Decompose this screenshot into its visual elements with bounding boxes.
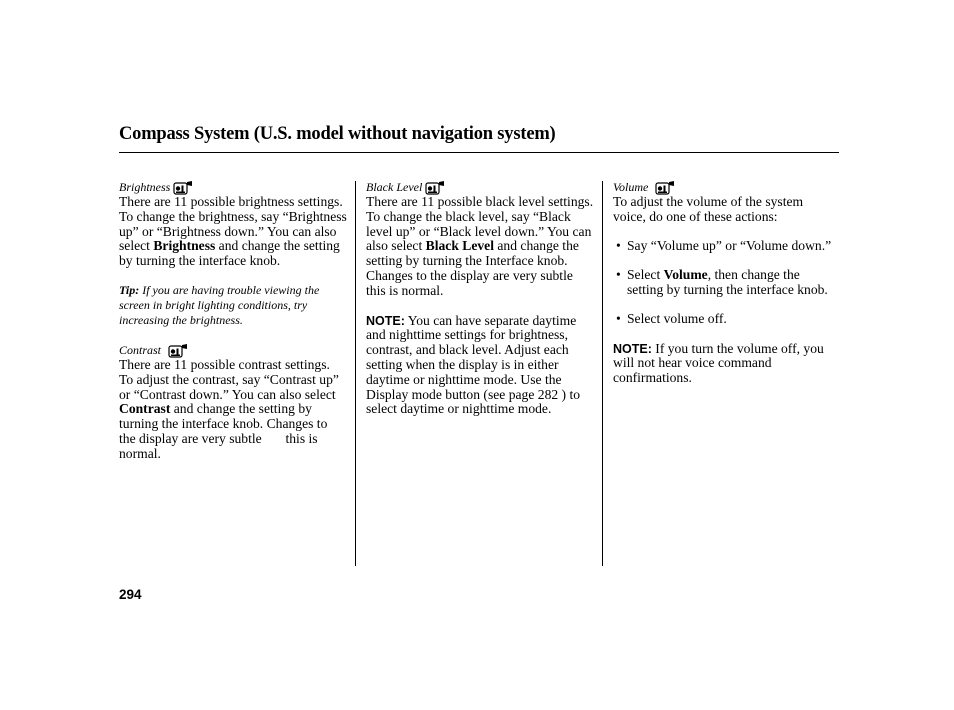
- list-item: • Select volume off.: [613, 312, 853, 327]
- voice-command-icon: [168, 343, 188, 358]
- voice-command-icon: [173, 180, 193, 195]
- note-paragraph: NOTE: You can have separate daytime and nighttime settings for brightness, contrast, and black level. Adjust each setting when the display is in either daytime or nighttime mode. Use the Display mode button (see page 282 ) to select daytime or nighttime mode.: [366, 312, 581, 417]
- voice-command-icon: [425, 180, 445, 195]
- column-divider: [355, 181, 356, 566]
- black-level-heading: [366, 180, 596, 195]
- title-rule: [119, 152, 839, 153]
- volume-actions-list: [613, 239, 853, 327]
- page-number: 294: [119, 587, 142, 602]
- volume-heading-label: Volume: [613, 180, 649, 195]
- column-left: [119, 180, 347, 462]
- brightness-paragraph: There are 11 possible brightness settings. To change the brightness, say “Brightness up” or “Brightness down.” You can also select Brightness and change the setting by turning the interface knob.: [119, 194, 347, 269]
- volume-heading: [613, 180, 853, 195]
- volume-note-paragraph: NOTE: If you turn the volume off, you will not hear voice command confirmations.: [613, 340, 824, 386]
- contrast-heading: [119, 343, 347, 358]
- brightness-heading: [119, 180, 347, 195]
- black-level-heading-label: Black Level: [366, 180, 423, 195]
- volume-intro: To adjust the volume of the system voice, do one of these actions:: [613, 194, 804, 224]
- voice-command-icon: [655, 180, 675, 195]
- column-right: [613, 180, 853, 386]
- list-item: • Say “Volume up” or “Volume down.”: [613, 239, 853, 254]
- column-divider: [602, 181, 603, 566]
- contrast-heading-label: Contrast: [119, 343, 162, 358]
- page-title: Compass System (U.S. model without navigation system): [119, 124, 556, 144]
- brightness-heading-label: Brightness: [119, 180, 171, 195]
- contrast-paragraph: There are 11 possible contrast settings. To adjust the contrast, say “Contrast up” or “Contrast down.” You can also select Contrast and change the setting by turning the interface knob. Changes to the display are very subtle this is normal.: [119, 356, 339, 461]
- list-item: • Select Volume, then change the setting by turning the interface knob.: [613, 268, 832, 298]
- tip-paragraph: Tip: If you are having trouble viewing the screen in bright lighting conditions, try increasing the brightness.: [119, 282, 320, 327]
- column-middle: [366, 180, 596, 417]
- black-level-paragraph: There are 11 possible black level settings. To change the black level, say “Black level up” or “Black level down.” You can also select Black Level and change the setting by turning the Interface knob. Changes to the display are very subtle this is normal.: [366, 194, 594, 298]
